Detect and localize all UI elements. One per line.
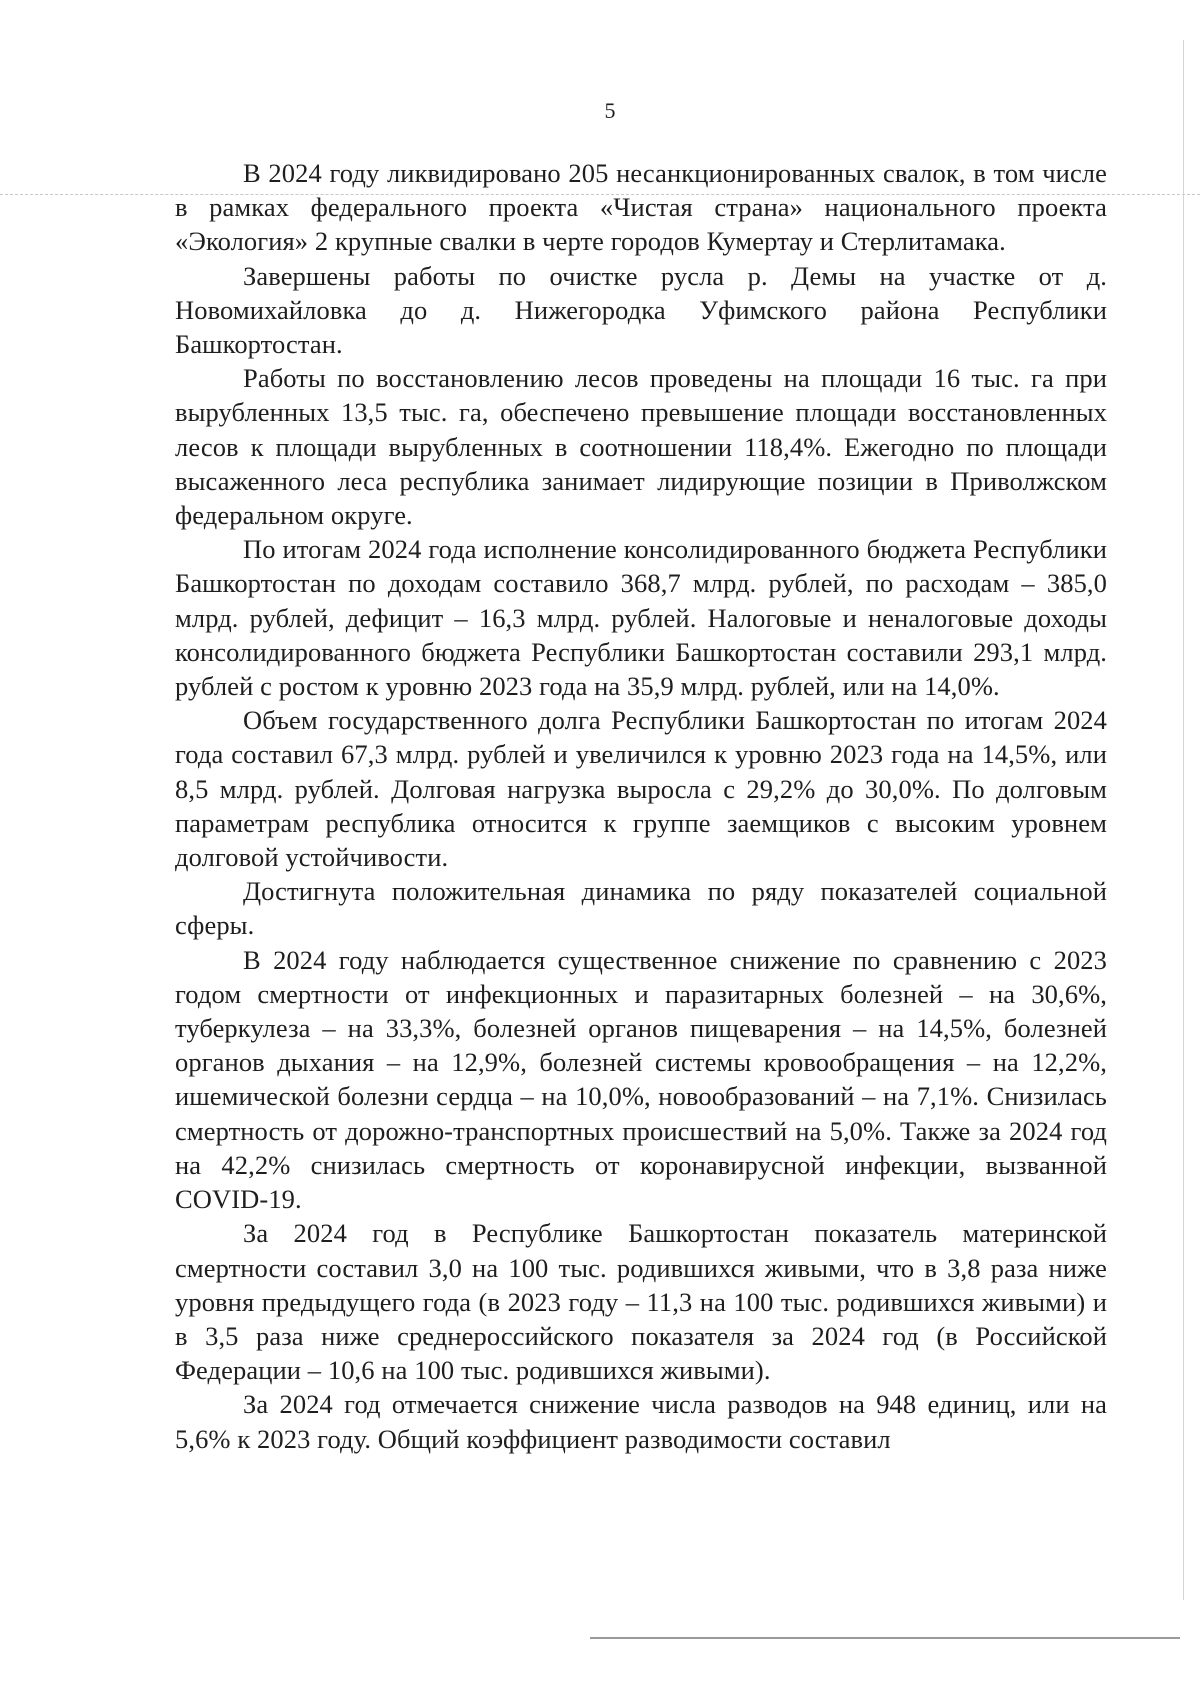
paragraph-mortality: В 2024 году наблюдается существенное снижение по сравнению с 2023 годом смертности от инфекционных и паразитарных болезней – на 30,6%, туберкулеза – на 33,3%, болезней органов пищеварения – на 14,5%, болезней органов дыхания – на 12,9%, болезней системы кровообращения – на 12,2%, ишемической болезни сердца – на 10,0%, новообразований – на 7,1%. Снизилась смертность от дорожно-транспортных происшествий на 5,0%. Также за 2024 год на 42,2% снизилась смертность от коронавирусной инфекции, вызванной COVID-19. — [175, 944, 1107, 1215]
paragraph-divorces: За 2024 год отмечается снижение числа разводов на 948 единиц, или на 5,6% к 2023 году. Общий коэффициент разводимости составил — [175, 1389, 1107, 1454]
page-number: 5 — [604, 98, 616, 123]
paragraph-maternal-mortality: За 2024 год в Республике Башкортостан показатель материнской смертности составил 3,0 на 100 тыс. родившихся живыми, что в 3,8 раза ниже уровня предыдущего года (в 2023 году – 11,3 на 100 тыс. родившихся живыми) и в 3,5 раза ниже среднероссийского показателя за 2024 год (в Российской Федерации – 10,6 на 100 тыс. родившихся живыми). — [175, 1218, 1107, 1386]
paragraph-forest-restoration: Работы по восстановлению лесов проведены на площади 16 тыс. га при вырубленных 13,5 тыс. га, обеспечено превышение площади восстановленных лесов к площади вырубленных в соотношении 118,4%. Ежегодно по площади высаженного леса республика занимает лидирующие позиции в Приволжском федеральном округе. — [175, 363, 1107, 531]
paragraph-social-dynamics: Достигнута положительная динамика по ряду показателей социальной сферы. — [175, 876, 1107, 941]
scan-artifact-bottom-line — [590, 1637, 1180, 1639]
paragraph-river-cleanup: Завершены работы по очистке русла р. Демы на участке от д. Новомихайловка до д. Нижегородка Уфимского района Республики Башкортостан. — [175, 260, 1107, 360]
paragraph-budget: По итогам 2024 года исполнение консолидированного бюджета Республики Башкортостан по доходам составило 368,7 млрд. рублей, по расходам – 385,0 млрд. рублей, дефицит – 16,3 млрд. рублей. Налоговые и неналоговые доходы консолидированного бюджета Республики Башкортостан составили 293,1 млрд. рублей с ростом к уровню 2023 года на 35,9 млрд. рублей, или на 14,0%. — [175, 534, 1107, 702]
scan-artifact-edge — [1183, 40, 1184, 1600]
paragraph-public-debt: Объем государственного долга Республики Башкортостан по итогам 2024 года составил 67,3 млрд. рублей и увеличился к уровню 2023 года на 14,5%, или 8,5 млрд. рублей. Долговая нагрузка выросла с 29,2% до 30,0%. По долговым параметрам республика относится к группе заемщиков с высоким уровнем долговой устойчивости. — [175, 705, 1107, 873]
paragraph-landfills: В 2024 году ликвидировано 205 несанкционированных свалок, в том числе в рамках федерального проекта «Чистая страна» национального проекта «Экология» 2 крупные свалки в черте городов Кумертау и Стерлитамака. — [175, 158, 1107, 257]
document-body — [175, 156, 1107, 1456]
